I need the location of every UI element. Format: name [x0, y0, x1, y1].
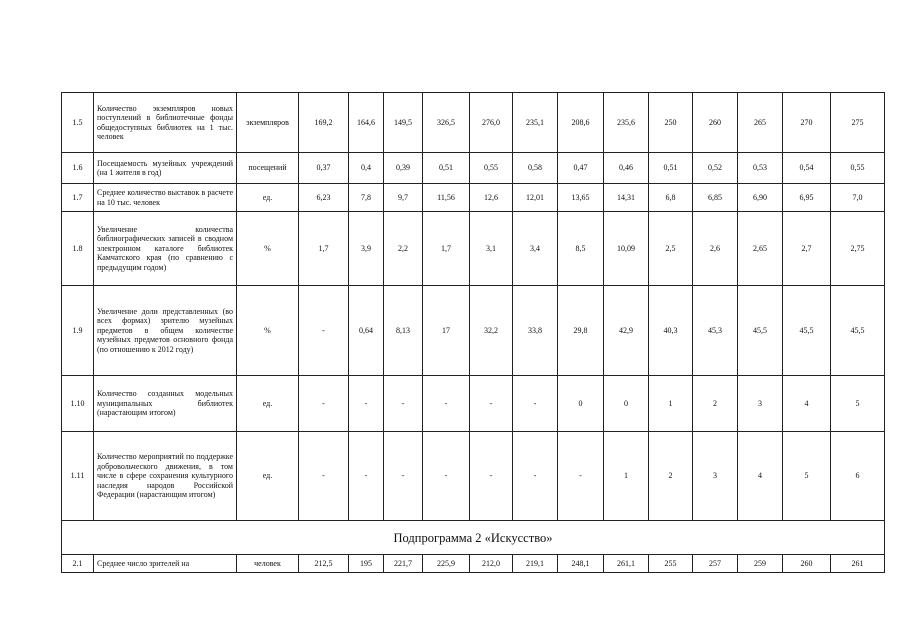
unit-cell: ед. [237, 376, 299, 432]
value-cell: 0,47 [558, 153, 604, 184]
value-cell: 40,3 [649, 286, 693, 376]
value-cell: 4 [783, 376, 831, 432]
value-cell: 12,01 [513, 184, 558, 212]
unit-cell: ед. [237, 432, 299, 521]
value-cell: 11,56 [423, 184, 470, 212]
value-cell: - [299, 432, 349, 521]
value-cell: 235,6 [604, 93, 649, 153]
value-cell: 1 [649, 376, 693, 432]
table-row [62, 376, 885, 432]
row-number-cell: 1.6 [62, 153, 94, 184]
table-row [62, 555, 885, 573]
value-cell: - [299, 286, 349, 376]
value-cell: 2 [693, 376, 738, 432]
row-number-cell: 1.9 [62, 286, 94, 376]
value-cell: - [349, 376, 384, 432]
value-cell: 0,53 [738, 153, 783, 184]
value-cell: 5 [783, 432, 831, 521]
unit-cell: человек [237, 555, 299, 573]
value-cell: 45,5 [783, 286, 831, 376]
value-cell: - [423, 376, 470, 432]
value-cell: 3,9 [349, 212, 384, 286]
value-cell: 3 [693, 432, 738, 521]
value-cell: 6,95 [783, 184, 831, 212]
section-row [62, 521, 885, 555]
row-number-cell: 2.1 [62, 555, 94, 573]
value-cell: 149,5 [384, 93, 423, 153]
value-cell: 8,5 [558, 212, 604, 286]
value-cell: 0,58 [513, 153, 558, 184]
value-cell: 1 [604, 432, 649, 521]
value-cell: - [513, 432, 558, 521]
value-cell: 6,23 [299, 184, 349, 212]
value-cell: 0,55 [831, 153, 885, 184]
value-cell: 259 [738, 555, 783, 573]
value-cell: 45,3 [693, 286, 738, 376]
value-cell: 33,8 [513, 286, 558, 376]
value-cell: 275 [831, 93, 885, 153]
unit-cell: экземпляров [237, 93, 299, 153]
value-cell: 0 [604, 376, 649, 432]
value-cell: 261 [831, 555, 885, 573]
table-row [62, 184, 885, 212]
value-cell: 248,1 [558, 555, 604, 573]
value-cell: 2,5 [649, 212, 693, 286]
value-cell: - [470, 376, 513, 432]
value-cell: - [384, 432, 423, 521]
value-cell: 17 [423, 286, 470, 376]
value-cell: 45,5 [738, 286, 783, 376]
indicator-name-cell: Посещаемость музейных учреждений (на 1 жителя в год) [94, 153, 237, 184]
value-cell: 6,8 [649, 184, 693, 212]
table-body [62, 93, 885, 573]
value-cell: 169,2 [299, 93, 349, 153]
value-cell: 5 [831, 376, 885, 432]
value-cell: 212,5 [299, 555, 349, 573]
value-cell: 32,2 [470, 286, 513, 376]
value-cell: 7,8 [349, 184, 384, 212]
value-cell: - [558, 432, 604, 521]
value-cell: 12,6 [470, 184, 513, 212]
table-row [62, 286, 885, 376]
section-title: Подпрограмма 2 «Искусство» [62, 521, 885, 555]
unit-cell: % [237, 212, 299, 286]
value-cell: 0,37 [299, 153, 349, 184]
value-cell: 0,51 [649, 153, 693, 184]
indicator-name-cell: Увеличение доли представленных (во всех формах) зрителю музейных предметов в общем количестве музейных предметов основного фонда (по отношению к 2012 году) [94, 286, 237, 376]
value-cell: 6,85 [693, 184, 738, 212]
value-cell: 0,52 [693, 153, 738, 184]
value-cell: 42,9 [604, 286, 649, 376]
indicator-name-cell: Среднее число зрителей на [94, 555, 237, 573]
row-number-cell: 1.11 [62, 432, 94, 521]
value-cell: 250 [649, 93, 693, 153]
value-cell: - [299, 376, 349, 432]
indicator-name-cell: Среднее количество выставок в расчете на 10 тыс. человек [94, 184, 237, 212]
indicator-name-cell: Количество мероприятий по поддержке добровольческого движения, в том числе в сфере сохранения культурного наследия народов Российской Федерации (нарастающим итогом) [94, 432, 237, 521]
value-cell: - [470, 432, 513, 521]
value-cell: 261,1 [604, 555, 649, 573]
value-cell: 255 [649, 555, 693, 573]
value-cell: 4 [738, 432, 783, 521]
indicators-table [61, 92, 885, 573]
value-cell: 0,55 [470, 153, 513, 184]
value-cell: 0,46 [604, 153, 649, 184]
value-cell: 1,7 [423, 212, 470, 286]
unit-cell: % [237, 286, 299, 376]
unit-cell: посещений [237, 153, 299, 184]
row-number-cell: 1.8 [62, 212, 94, 286]
value-cell: 3,1 [470, 212, 513, 286]
value-cell: 7,0 [831, 184, 885, 212]
table-row [62, 212, 885, 286]
value-cell: 9,7 [384, 184, 423, 212]
value-cell: 2,65 [738, 212, 783, 286]
value-cell: 14,31 [604, 184, 649, 212]
value-cell: 6 [831, 432, 885, 521]
value-cell: 2,7 [783, 212, 831, 286]
value-cell: - [513, 376, 558, 432]
value-cell: 265 [738, 93, 783, 153]
value-cell: 2,75 [831, 212, 885, 286]
unit-cell: ед. [237, 184, 299, 212]
table-row [62, 93, 885, 153]
row-number-cell: 1.10 [62, 376, 94, 432]
value-cell: 0 [558, 376, 604, 432]
value-cell: 3,4 [513, 212, 558, 286]
value-cell: 235,1 [513, 93, 558, 153]
table-row [62, 153, 885, 184]
value-cell: 1,7 [299, 212, 349, 286]
indicator-name-cell: Увеличение количества библиографических записей в сводном электронном каталоге библиотек Камчатского края (по сравнению с предыдущим годом) [94, 212, 237, 286]
value-cell: 8,13 [384, 286, 423, 376]
value-cell: 221,7 [384, 555, 423, 573]
value-cell: 326,5 [423, 93, 470, 153]
indicator-name-cell: Количество экземпляров новых поступлений в библиотечные фонды общедоступных библиотек на 1 тыс. человек [94, 93, 237, 153]
value-cell: 0,51 [423, 153, 470, 184]
value-cell: 276,0 [470, 93, 513, 153]
row-number-cell: 1.5 [62, 93, 94, 153]
value-cell: 0,64 [349, 286, 384, 376]
value-cell: 3 [738, 376, 783, 432]
value-cell: 29,8 [558, 286, 604, 376]
value-cell: 208,6 [558, 93, 604, 153]
value-cell: 2 [649, 432, 693, 521]
value-cell: 225,9 [423, 555, 470, 573]
indicator-name-cell: Количество созданных модельных муниципальных библиотек (нарастающим итогом) [94, 376, 237, 432]
value-cell: 6,90 [738, 184, 783, 212]
value-cell: 164,6 [349, 93, 384, 153]
value-cell: - [349, 432, 384, 521]
value-cell: 2,6 [693, 212, 738, 286]
value-cell: 13,65 [558, 184, 604, 212]
value-cell: 0,54 [783, 153, 831, 184]
value-cell: 212,0 [470, 555, 513, 573]
value-cell: 0,39 [384, 153, 423, 184]
value-cell: 270 [783, 93, 831, 153]
value-cell: - [423, 432, 470, 521]
value-cell: 195 [349, 555, 384, 573]
table-row [62, 432, 885, 521]
value-cell: - [384, 376, 423, 432]
value-cell: 260 [783, 555, 831, 573]
value-cell: 10,09 [604, 212, 649, 286]
value-cell: 219,1 [513, 555, 558, 573]
value-cell: 0,4 [349, 153, 384, 184]
value-cell: 257 [693, 555, 738, 573]
value-cell: 2,2 [384, 212, 423, 286]
value-cell: 260 [693, 93, 738, 153]
row-number-cell: 1.7 [62, 184, 94, 212]
value-cell: 45,5 [831, 286, 885, 376]
